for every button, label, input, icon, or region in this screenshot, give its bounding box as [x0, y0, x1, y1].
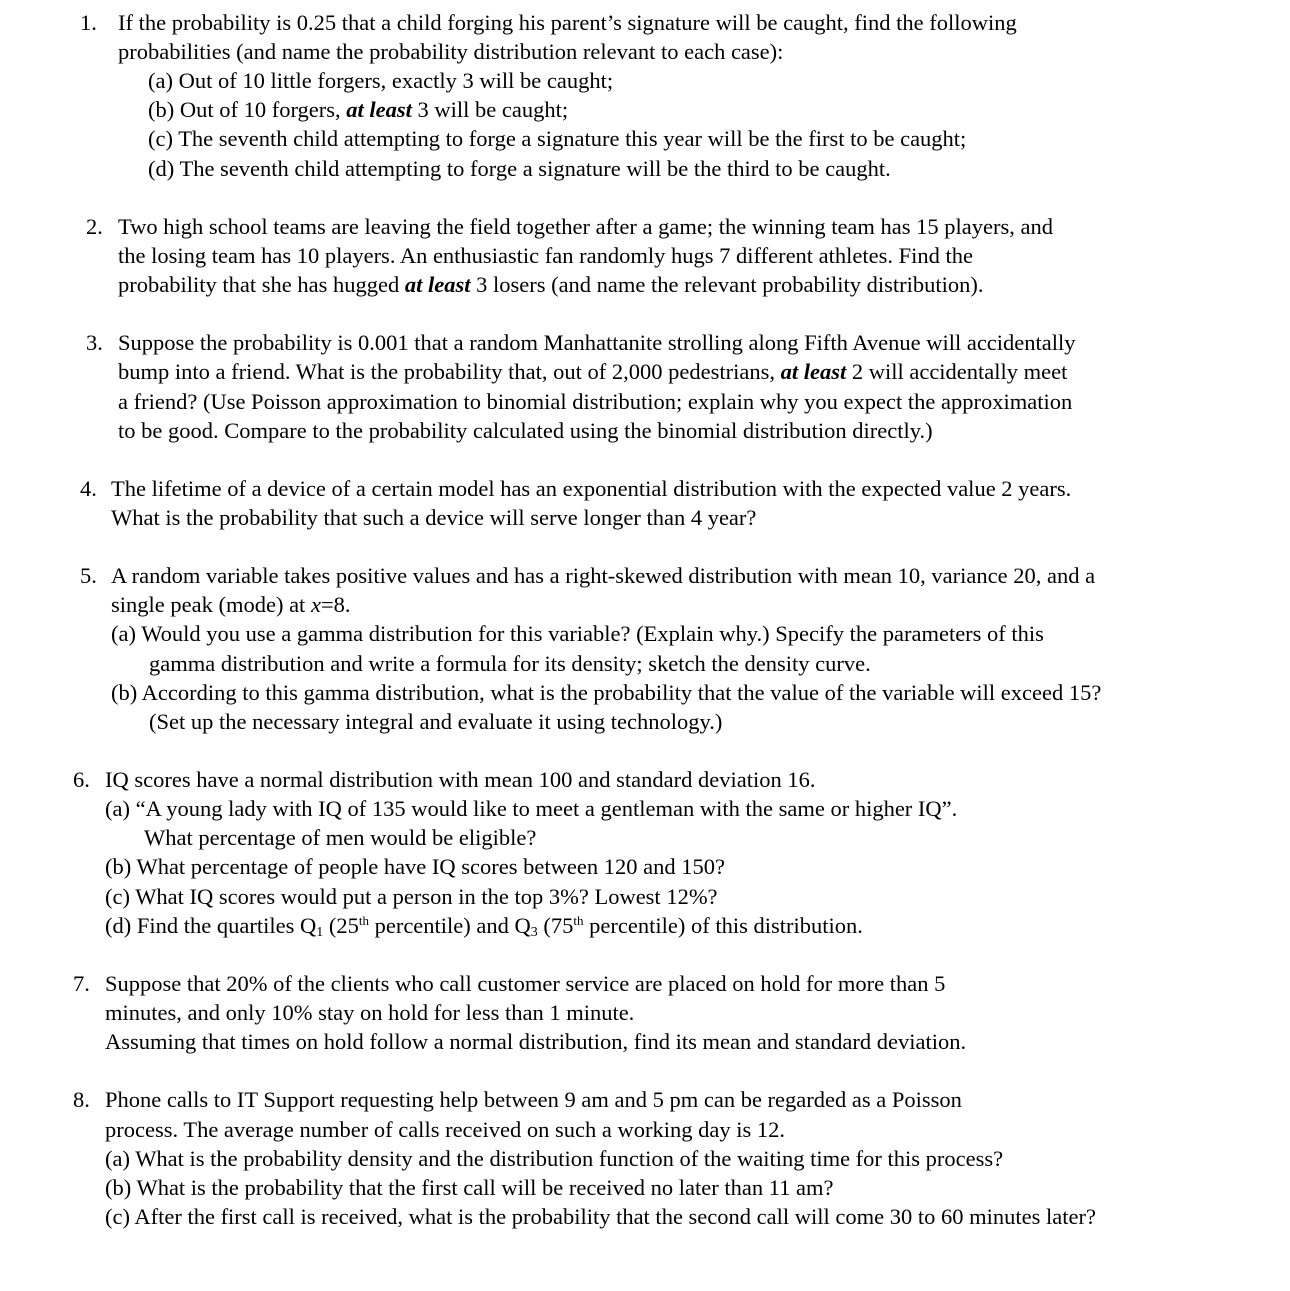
problem-number: 7. [73, 971, 90, 996]
problem-text-line: If the probability is 0.25 that a child forging his parent’s signature will be caught, find the following [118, 10, 1017, 35]
problem-text-line: bump into a friend. What is the probability that, out of 2,000 pedestrians, at least 2 will accidentally meet [118, 359, 1068, 384]
problem-text-line: probabilities (and name the probability distribution relevant to each case): [118, 39, 784, 64]
problem-part-d: (d) Find the quartiles $Q_1$ (25th percentile) and $Q_3$ (75th percentile) of this distribution. [105, 913, 863, 940]
problem-text-line: process. The average number of calls received on such a working day is 12. [105, 1117, 785, 1142]
problem-text-line: What is the probability that such a device will serve longer than 4 year? [111, 505, 757, 530]
problem-text-line: a friend? (Use Poisson approximation to binomial distribution; explain why you expect the approximation [118, 389, 1073, 414]
problem-part-a: (a) What is the probability density and the distribution function of the waiting time for this process? [105, 1146, 1004, 1171]
problem-part-b: (b) According to this gamma distribution, what is the probability that the value of the variable will exceed 15? [111, 680, 1102, 705]
problem-number: 6. [73, 767, 90, 792]
problem-text-line: The lifetime of a device of a certain model has an exponential distribution with the expected value 2 years. [111, 476, 1072, 501]
problem-number: 8. [73, 1087, 90, 1112]
problem-part-c: (c) What IQ scores would put a person in the top 3%? Lowest 12%? [105, 884, 718, 909]
problem-text-line: minutes, and only 10% stay on hold for less than 1 minute. [105, 1000, 635, 1025]
problem-part-b: (b) What percentage of people have IQ scores between 120 and 150? [105, 854, 725, 879]
problem-part-a: (a) Out of 10 little forgers, exactly 3 will be caught; [148, 68, 614, 93]
problem-text-line: to be good. Compare to the probability calculated using the binomial distribution directly.) [118, 418, 933, 443]
problem-text-line: A random variable takes positive values and has a right-skewed distribution with mean 10, variance 20, and a [111, 563, 1096, 588]
problem-part-a: (a) Would you use a gamma distribution for this variable? (Explain why.) Specify the parameters of this [111, 621, 1044, 646]
problem-text-line: single peak (mode) at x=8. [111, 592, 351, 617]
problem-text-line: Two high school teams are leaving the field together after a game; the winning team has 15 players, and [118, 214, 1053, 239]
problem-part-b: (b) Out of 10 forgers, at least 3 will be caught; [148, 97, 569, 122]
problem-number: 1. [80, 10, 97, 35]
problem-part-c: (c) The seventh child attempting to forge a signature this year will be the first to be caught; [148, 126, 967, 151]
problem-part-c: (c) After the first call is received, what is the probability that the second call will come 30 to 60 minutes later? [105, 1204, 1096, 1229]
problem-text-line: the losing team has 10 players. An enthusiastic fan randomly hugs 7 different athletes. Find the [118, 243, 974, 268]
problem-part-b-cont: (Set up the necessary integral and evaluate it using technology.) [149, 709, 723, 734]
problem-part-d: (d) The seventh child attempting to forge a signature will be the third to be caught. [148, 156, 891, 181]
problem-part-a-cont: gamma distribution and write a formula for its density; sketch the density curve. [149, 651, 871, 676]
problem-part-a: (a) “A young lady with IQ of 135 would like to meet a gentleman with the same or higher IQ”. [105, 796, 958, 821]
problem-text-line: Suppose that 20% of the clients who call customer service are placed on hold for more than 5 [105, 971, 946, 996]
problem-text-line: Phone calls to IT Support requesting help between 9 am and 5 pm can be regarded as a Poisson [105, 1087, 962, 1112]
problem-text-line: Assuming that times on hold follow a normal distribution, find its mean and standard deviation. [105, 1029, 967, 1054]
problem-text-line: IQ scores have a normal distribution with mean 100 and standard deviation 16. [105, 767, 816, 792]
problem-number: 3. [86, 330, 103, 355]
problem-part-b: (b) What is the probability that the first call will be received no later than 11 am? [105, 1175, 834, 1200]
problem-number: 2. [86, 214, 103, 239]
problem-number: 4. [80, 476, 97, 501]
problem-number: 5. [80, 563, 97, 588]
problem-text-line: Suppose the probability is 0.001 that a random Manhattanite strolling along Fifth Avenue will accidentally [118, 330, 1076, 355]
problem-part-a-cont: What percentage of men would be eligible? [144, 825, 537, 850]
problem-text-line: probability that she has hugged at least 3 losers (and name the relevant probability distribution). [118, 272, 984, 297]
